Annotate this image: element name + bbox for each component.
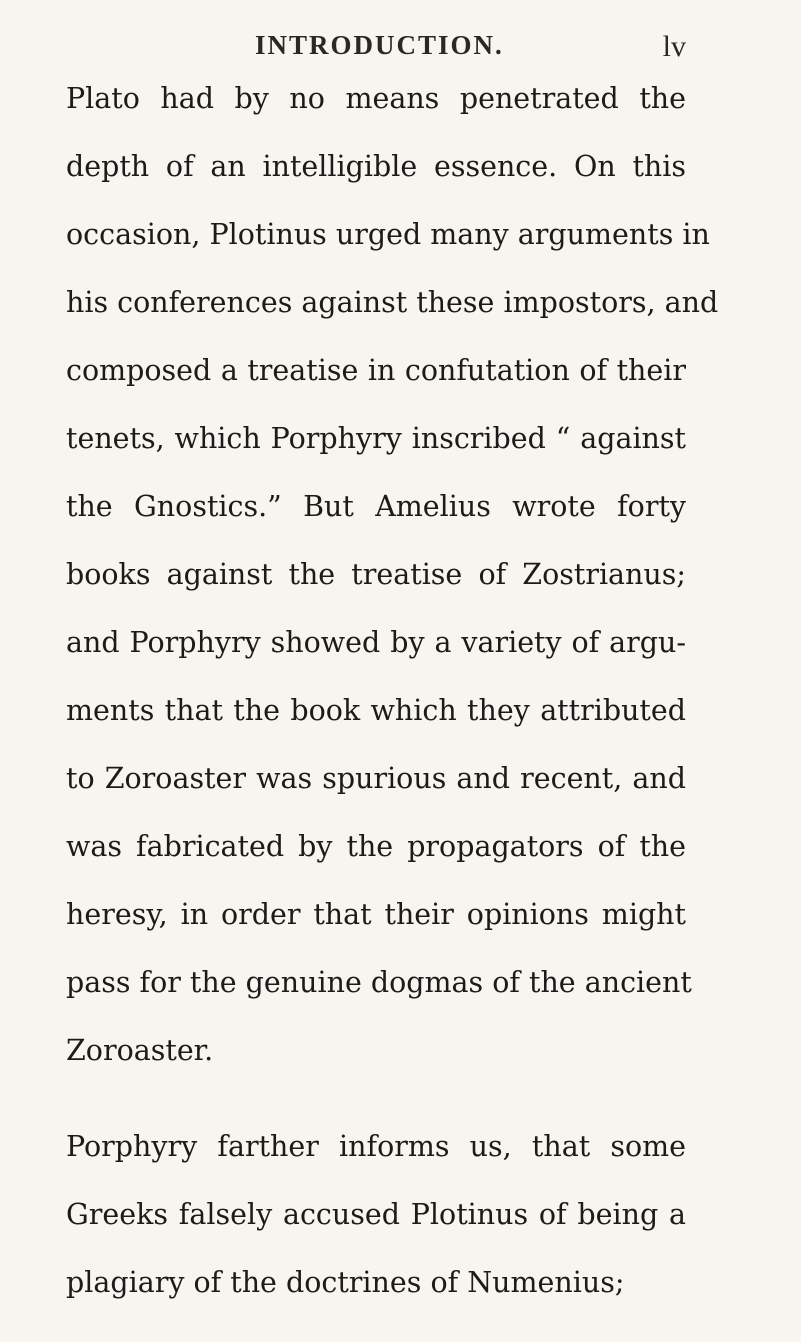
text-line: the Gnostics.” But Amelius wrote forty [66, 490, 686, 523]
text-line: Greeks falsely accused Plotinus of being a [66, 1198, 686, 1231]
text-line: plagiary of the doctrines of Numenius; [66, 1266, 625, 1299]
text-line: occasion, Plotinus urged many arguments in [66, 218, 710, 251]
text-line: Plato had by no means penetrated the [66, 82, 686, 115]
text-line: to Zoroaster was spurious and recent, and [66, 762, 686, 795]
running-title: INTRODUCTION. [255, 30, 504, 60]
text-line: was fabricated by the propagators of the [66, 830, 686, 863]
text-line: depth of an intelligible essence. On this [66, 150, 686, 183]
running-head [66, 30, 686, 70]
text-line: ments that the book which they attributed [66, 694, 686, 727]
page-number: lv [662, 30, 686, 63]
text-line: heresy, in order that their opinions might [66, 898, 686, 931]
text-line: pass for the genuine dogmas of the ancient [66, 966, 692, 999]
text-line: composed a treatise in confutation of their [66, 354, 686, 387]
text-line: his conferences against these impostors, and [66, 286, 719, 319]
text-line: and Porphyry showed by a variety of argu- [66, 626, 686, 659]
text-line: Porphyry farther informs us, that some [66, 1130, 686, 1163]
text-line: books against the treatise of Zostrianus; [66, 558, 686, 591]
text-line: Zoroaster. [66, 1034, 214, 1067]
text-line: tenets, which Porphyry inscribed “ against [66, 422, 686, 455]
